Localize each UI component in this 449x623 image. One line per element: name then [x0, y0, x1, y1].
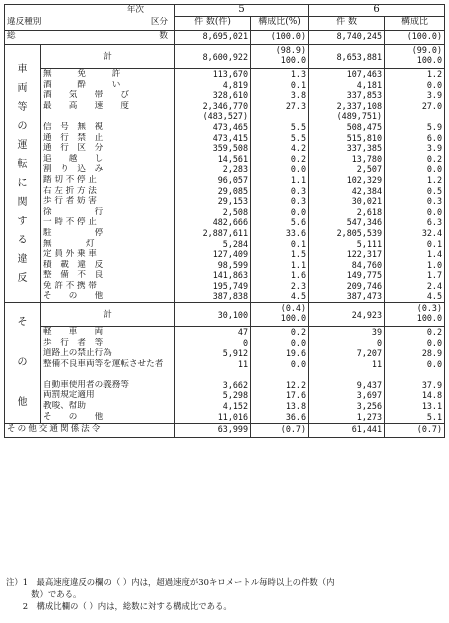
g1-item-r5: 0.0 — [290, 164, 307, 175]
g1-item-labels: 割 り 込 み — [43, 164, 104, 175]
g1-item-c5: (483,527) — [202, 111, 249, 122]
g1-item-c5: 2,283 — [222, 164, 249, 175]
g1-item-labels — [43, 111, 172, 122]
g1-item-c5: 2,508 — [222, 206, 249, 217]
g2-item-r6: 37.9 — [421, 379, 443, 390]
g1-items-row — [5, 69, 445, 303]
g1-item-r5: 0.0 — [290, 206, 307, 217]
g2-title — [5, 303, 41, 424]
g2-item-c5: 5,912 — [222, 348, 249, 359]
g1-item-labels: 整 備 不 良 — [43, 270, 104, 281]
header-kubun-label: 区分 — [150, 16, 169, 27]
g2-item-labels: そ の 他 — [43, 411, 104, 422]
g1-item-r5: 2.3 — [290, 280, 307, 291]
g2-sum-r5a: (0.4) — [280, 303, 307, 314]
g1-item-labels: 追 越 し — [43, 153, 104, 164]
g1-item-c6: 149,775 — [346, 270, 383, 281]
g2-item-c6 — [309, 327, 385, 424]
g2-item-c6: 3,256 — [356, 401, 383, 412]
g1-item-labels: 歩 行 者 妨 害 — [43, 196, 97, 207]
g1-item-c6: 42,384 — [351, 185, 383, 196]
g1-title-char: る — [17, 234, 28, 246]
total-c5: 8,695,021 — [175, 31, 251, 45]
total-label-b: 数 — [159, 31, 169, 41]
g1-item-r5: 5.5 — [290, 132, 307, 143]
g1-item-r6: 32.4 — [421, 227, 443, 238]
g2-item-labels: 軽 車 両 — [43, 327, 104, 338]
note-1: 注）1 最高速度違反の欄の（ ）内は，超過速度が30キロメートル毎時以上の件数（内 — [6, 577, 335, 587]
g1-item-c6: 4,181 — [356, 79, 383, 90]
g2-item-labels: 両罰規定適用 — [43, 390, 95, 401]
header-count-5: 件 数(件) — [175, 17, 251, 31]
g1-item-r6: 0.1 — [426, 238, 443, 249]
g1-item-r6: 1.2 — [426, 69, 443, 79]
g1-sum-r5a: (98.9) — [275, 45, 307, 55]
g2-item-c5: 3,662 — [222, 379, 249, 390]
g1-item-c5: 141,863 — [212, 270, 249, 281]
g2-item-c6: 3,697 — [356, 390, 383, 401]
g2-item-labels: 自動車使用者の義務等 — [43, 379, 129, 390]
g2-item-r5: 0.2 — [290, 327, 307, 338]
g1-item-c6: 84,760 — [351, 259, 383, 270]
g1-item-r5: 33.6 — [285, 227, 307, 238]
g1-item-labels: 無 免 許 — [43, 69, 121, 79]
g2-item-r5: 13.8 — [285, 401, 307, 412]
g1-item-c6: 2,337,108 — [336, 100, 383, 111]
g1-item-c5: 96,057 — [217, 174, 249, 185]
total-r6: (100.0) — [385, 31, 445, 45]
g2-item-c5: 11 — [237, 358, 249, 369]
g2-sum-row — [5, 303, 445, 327]
g1-item-r5 — [253, 111, 306, 122]
g1-item-labels: 踏 切 不 停 止 — [43, 174, 97, 185]
g1-item-c5: 29,085 — [217, 185, 249, 196]
g1-item-r6: 4.5 — [426, 291, 443, 302]
g1-item-r6: 1.7 — [426, 270, 443, 281]
g2-item-c6: 0 — [376, 337, 383, 348]
g1-title-char: 反 — [17, 272, 28, 284]
g1-sum-c6: 8,653,881 — [309, 45, 385, 69]
g1-item-r5: 0.3 — [290, 185, 307, 196]
g1-item-labels: 定 員 外 乗 車 — [43, 249, 97, 260]
g1-item-labels: 一 時 不 停 止 — [43, 217, 97, 228]
g1-item-c6: (489,751) — [336, 111, 383, 122]
g1-item-c5: 127,409 — [212, 249, 249, 260]
g1-item-c5: 473,415 — [212, 132, 249, 143]
g1-item-c5: 2,887,611 — [202, 227, 249, 238]
g2-item-r5: 0.0 — [290, 358, 307, 369]
g1-item-c5: 113,670 — [212, 69, 249, 79]
g1-item-r6: 0.0 — [426, 79, 443, 90]
other-law-r6: (0.7) — [385, 424, 445, 438]
g1-item-r6: 1.2 — [426, 174, 443, 185]
g1-item-labels: 免 許 不 携 帯 — [43, 280, 97, 291]
g2-item-r5: 0.0 — [290, 337, 307, 348]
g2-item-c5: 4,152 — [222, 401, 249, 412]
g2-item-c5: 11,016 — [217, 411, 249, 422]
header-ihan: 違反種別 — [7, 16, 42, 27]
g1-item-c5: 473,465 — [212, 121, 249, 132]
g2-sum-label: 計 — [41, 303, 175, 327]
g1-item-c5: 29,153 — [217, 196, 249, 207]
total-label-a: 総 — [7, 31, 16, 41]
header-ratio-6: 構成比 — [385, 17, 445, 31]
g2-item-c6: 11 — [371, 358, 383, 369]
g1-item-c6 — [309, 69, 385, 303]
total-row — [5, 31, 445, 45]
g1-sum-label: 計 — [41, 45, 175, 69]
g2-item-c5 — [175, 327, 251, 424]
g1-sum-c5: 8,600,922 — [175, 45, 251, 69]
total-r5: (100.0) — [251, 31, 309, 45]
g1-sum-row — [5, 45, 445, 69]
g2-item-r5: 12.2 — [285, 379, 307, 390]
other-law-c6: 61,441 — [309, 424, 385, 438]
g2-item-labels — [41, 327, 175, 424]
g2-title-char: そ — [17, 317, 28, 329]
g1-title-char: 両 — [17, 82, 28, 94]
g2-item-r5: 17.6 — [285, 390, 307, 401]
g1-title-char: す — [17, 215, 28, 227]
g1-item-c5: 2,346,770 — [202, 100, 249, 111]
g1-item-r6: 0.2 — [426, 153, 443, 164]
g2-item-r6: 28.9 — [421, 348, 443, 359]
g1-item-r6: 1.0 — [426, 259, 443, 270]
g1-item-r6: 6.0 — [426, 132, 443, 143]
g1-item-c5: 4,819 — [222, 79, 249, 90]
g2-item-c5: 0 — [242, 337, 249, 348]
g1-item-labels: そ の 他 — [43, 291, 104, 302]
total-label — [5, 31, 175, 45]
g1-item-c5 — [175, 69, 251, 303]
g1-item-r5: 5.5 — [290, 121, 307, 132]
header-nendo: 年次 — [5, 5, 175, 17]
g1-item-r6: 0.0 — [426, 164, 443, 175]
g2-title-char: 他 — [17, 397, 28, 409]
g2-item-c5: 47 — [237, 327, 249, 338]
g1-item-r6: 5.9 — [426, 121, 443, 132]
g1-title-char: の — [17, 120, 28, 132]
g1-item-c6: 30,021 — [351, 196, 383, 207]
g1-item-r5: 3.8 — [290, 90, 307, 101]
g1-item-r5: 4.2 — [290, 143, 307, 154]
g2-item-labels: 整備不良車両等を運転させた者 — [43, 358, 164, 369]
other-law-r5: (0.7) — [251, 424, 309, 438]
g1-item-r6: 3.9 — [426, 90, 443, 101]
g1-item-c6: 2,805,539 — [336, 227, 383, 238]
header-count-6: 件 数 — [309, 17, 385, 31]
g1-item-r6: 6.3 — [426, 217, 443, 228]
g1-item-r5: 5.6 — [290, 217, 307, 228]
other-law-row — [5, 424, 445, 438]
g1-item-r5: 27.3 — [285, 100, 307, 111]
g2-item-r6: 5.1 — [426, 411, 443, 422]
g1-item-c6: 122,317 — [346, 249, 383, 260]
g1-item-c6: 209,746 — [346, 280, 383, 291]
g1-title-char: 車 — [17, 63, 28, 75]
g1-item-c5: 482,666 — [212, 217, 249, 228]
g1-item-r6 — [387, 111, 442, 122]
g1-item-r5: 0.1 — [290, 238, 307, 249]
g1-item-labels: 信 号 無 視 — [43, 121, 104, 132]
g1-item-r5: 0.1 — [290, 79, 307, 90]
header-year-6: 6 — [309, 5, 445, 17]
g1-title-char: 違 — [17, 253, 28, 265]
other-law-c5: 63,999 — [175, 424, 251, 438]
g1-title-char: 運 — [17, 139, 28, 151]
g2-item-labels: 歩 行 者 等 — [43, 337, 104, 348]
g2-item-labels: 道路上の禁止行為 — [43, 348, 112, 359]
header-kubun — [5, 17, 175, 31]
g2-item-labels: 教唆、幇助 — [43, 401, 86, 412]
g1-item-r5: 1.1 — [290, 259, 307, 270]
note-2: 2 構成比欄の（ ）内は，総数に対する構成比である。 — [6, 601, 232, 611]
g1-item-labels: 無 灯 — [43, 238, 95, 249]
g1-item-r6: 1.4 — [426, 249, 443, 260]
g2-sum-r6a: (0.3) — [416, 303, 443, 314]
g2-item-r6: 0.0 — [426, 337, 443, 348]
violation-table — [4, 4, 445, 438]
g1-item-r6: 2.4 — [426, 280, 443, 291]
notes — [6, 576, 446, 612]
g1-item-c6: 337,853 — [346, 90, 383, 101]
g1-item-r6: 3.9 — [426, 143, 443, 154]
g1-item-labels: 酒 気 帯 び — [43, 90, 129, 101]
g2-item-r6: 0.2 — [426, 327, 443, 338]
g2-item-c6: 7,207 — [356, 348, 383, 359]
g1-item-c5: 5,284 — [222, 238, 249, 249]
g1-item-r5 — [251, 69, 309, 303]
g2-item-r5: 36.6 — [285, 411, 307, 422]
g1-item-r5: 1.6 — [290, 270, 307, 281]
g1-item-c5: 387,838 — [212, 291, 249, 302]
g1-item-c6: 13,780 — [351, 153, 383, 164]
g1-item-r5: 1.1 — [290, 174, 307, 185]
g1-item-labels: 通 行 区 分 — [43, 143, 104, 154]
other-law-label: その他交通関係法令 — [5, 424, 175, 438]
g2-sum-c6: 24,923 — [309, 303, 385, 327]
g1-item-r5: 0.2 — [290, 153, 307, 164]
g1-item-c6: 508,475 — [346, 121, 383, 132]
g1-item-r6 — [385, 69, 445, 303]
g1-title-char: に — [17, 177, 28, 189]
g2-item-r5: 19.6 — [285, 348, 307, 359]
g2-item-c6: 1,273 — [356, 411, 383, 422]
g2-item-r5 — [251, 327, 309, 424]
g2-item-r6: 13.1 — [421, 401, 443, 412]
g2-item-r6: 0.0 — [426, 358, 443, 369]
g1-item-labels: 酒 酔 い — [43, 79, 121, 90]
g1-item-c5: 14,561 — [217, 153, 249, 164]
note-1b: 数）である。 — [6, 589, 82, 599]
g1-item-r5: 1.5 — [290, 249, 307, 260]
g1-item-labels: 積 載 違 反 — [43, 259, 104, 270]
g1-sum-r6b: 100.0 — [416, 55, 443, 65]
g1-item-r6: 27.0 — [421, 100, 443, 111]
g1-item-c6: 107,463 — [346, 69, 383, 79]
g1-item-r6: 0.3 — [426, 196, 443, 207]
g1-title — [5, 45, 41, 303]
g1-title-char: 等 — [17, 101, 28, 113]
g1-item-c6: 547,346 — [346, 217, 383, 228]
g1-item-r5: 1.3 — [290, 69, 307, 79]
g2-item-c6: 39 — [371, 327, 383, 338]
g2-item-c5: 5,298 — [222, 390, 249, 401]
g1-item-labels: 駐 停 — [43, 227, 104, 238]
header-year-5: 5 — [175, 5, 309, 17]
g1-item-c5: 328,610 — [212, 90, 249, 101]
g1-item-r6: 0.5 — [426, 185, 443, 196]
g1-item-r5: 4.5 — [290, 291, 307, 302]
g1-sum-r5b: 100.0 — [280, 55, 307, 65]
g1-item-c6: 102,329 — [346, 174, 383, 185]
total-c6: 8,740,245 — [309, 31, 385, 45]
g2-title-char: の — [17, 357, 28, 369]
g2-sum-r5b: 100.0 — [280, 313, 307, 324]
g1-item-r6: 0.0 — [426, 206, 443, 217]
g1-sum-r6a: (99.0) — [411, 45, 443, 55]
g1-item-r5: 0.3 — [290, 196, 307, 207]
g2-items-row — [5, 327, 445, 424]
g1-title-char: 転 — [17, 158, 28, 170]
g1-item-c5: 98,599 — [217, 259, 249, 270]
g1-item-c5: 195,749 — [212, 280, 249, 291]
header-ratio-5: 構成比(%) — [251, 17, 309, 31]
g2-sum-r6b: 100.0 — [416, 313, 443, 324]
g1-item-c6: 337,385 — [346, 143, 383, 154]
g1-item-c6: 2,507 — [356, 164, 383, 175]
g1-item-c6: 515,810 — [346, 132, 383, 143]
g1-item-labels — [41, 69, 175, 303]
g2-item-r6 — [385, 327, 445, 424]
g1-item-c6: 5,111 — [356, 238, 383, 249]
g1-item-labels: 最 高 速 度 — [43, 100, 129, 111]
g1-item-labels: 通 行 禁 止 — [43, 132, 104, 143]
g1-item-c6: 2,618 — [356, 206, 383, 217]
g1-item-labels: 徐 行 — [43, 206, 104, 217]
g2-sum-c5: 30,100 — [175, 303, 251, 327]
g1-item-c5: 359,508 — [212, 143, 249, 154]
g1-item-labels: 右 左 折 方 法 — [43, 185, 97, 196]
g2-item-c6: 9,437 — [356, 379, 383, 390]
g1-title-char: 関 — [17, 196, 28, 208]
g2-item-r6: 14.8 — [421, 390, 443, 401]
g1-item-c6: 387,473 — [346, 291, 383, 302]
